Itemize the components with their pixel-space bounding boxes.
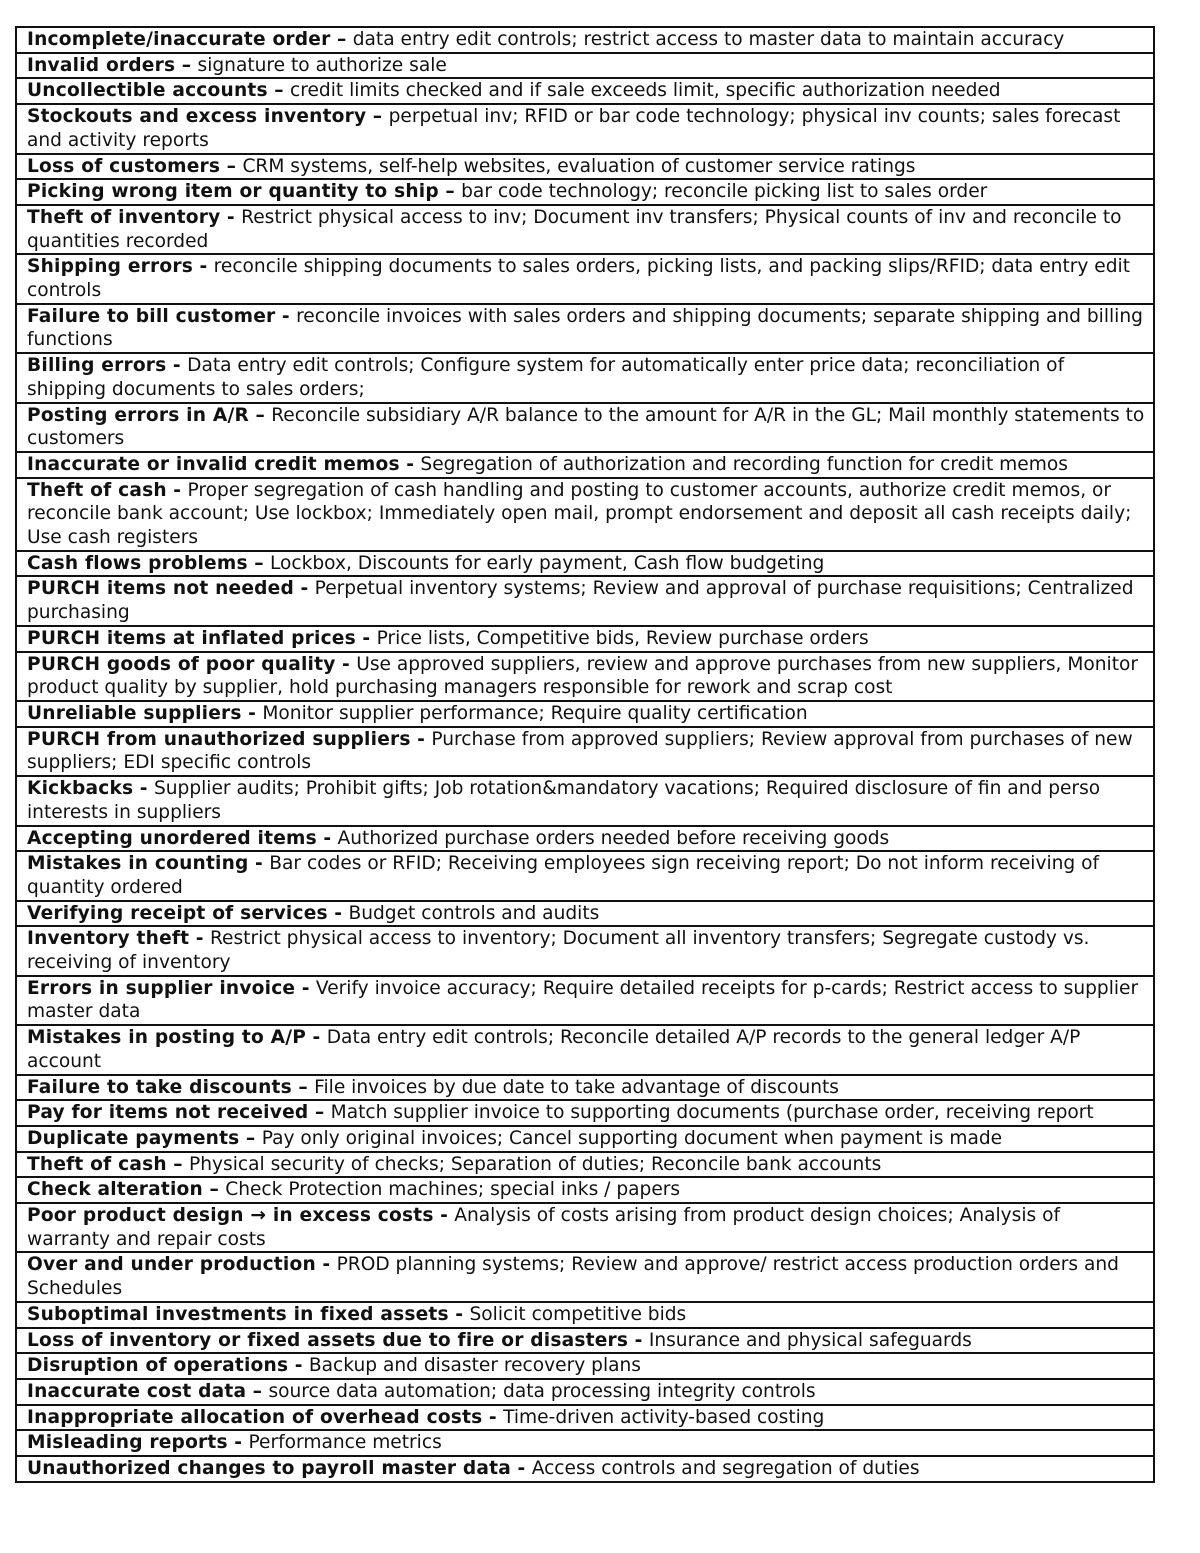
threat-term: PURCH items at inflated prices — [27, 627, 356, 649]
table-row — [17, 451, 1153, 477]
separator: - — [482, 1406, 504, 1428]
threat-term: Posting errors in A/R — [27, 404, 249, 426]
control-description: Purchase from approved suppliers; Review approval from purchases of new suppliers; EDI specific controls — [27, 728, 1133, 774]
threat-term: Failure to take discounts — [27, 1076, 292, 1098]
control-description: CRM systems, self-help websites, evaluation of customer service ratings — [242, 155, 916, 177]
control-description: Lockbox, Discounts for early payment, Cash flow budgeting — [269, 552, 825, 574]
threat-term: Unauthorized changes to payroll master data — [27, 1458, 512, 1480]
threat-term: Duplicate payments — [27, 1127, 240, 1149]
table-row — [17, 726, 1153, 775]
table-row — [17, 1024, 1153, 1073]
separator: - — [410, 728, 432, 750]
table-row — [17, 153, 1153, 179]
threat-term: Accepting unordered items — [27, 827, 317, 849]
table-row — [17, 1176, 1153, 1202]
threat-term: Suboptimal investments in fixed assets — [27, 1303, 449, 1325]
control-description: credit limits checked and if sale exceeds limit, specific authorization needed — [290, 80, 1001, 102]
threat-term: Stockouts and excess inventory — [27, 106, 367, 128]
separator: – — [247, 552, 270, 574]
table-row — [17, 204, 1153, 253]
threat-term: Inaccurate or invalid credit memos — [27, 453, 400, 475]
threat-term: Inappropriate allocation of overhead costs — [27, 1406, 483, 1428]
control-description: Proper segregation of cash handling and posting to customer accounts, authorize credit memos, or reconcile bank account; Use lockbox; Immediately open mail, prompt endorsement and deposit all cash receipts daily; Use cash registers — [27, 479, 1132, 549]
threat-term: Check alteration — [27, 1179, 203, 1201]
separator: - — [433, 1205, 455, 1227]
separator: - — [192, 256, 214, 278]
control-description: Analysis of costs arising from product design choices; Analysis of warranty and repair costs — [27, 1205, 1061, 1250]
control-description: Pay only original invoices; Cancel supporting document when payment is made — [261, 1127, 1003, 1149]
table-row — [17, 477, 1153, 550]
control-description: Solicit competitive bids — [469, 1303, 687, 1325]
separator: - — [306, 1027, 327, 1049]
threat-term: Errors in supplier invoice — [27, 977, 296, 999]
separator: - — [133, 778, 154, 800]
table-row — [17, 625, 1153, 651]
table-row — [17, 28, 1153, 52]
threat-term: Inaccurate cost data — [27, 1380, 247, 1402]
table-row — [17, 352, 1153, 401]
threat-term: Theft of cash — [27, 479, 167, 501]
separator: - — [315, 1254, 337, 1276]
threat-term: Mistakes in counting — [27, 853, 249, 875]
table-row — [17, 52, 1153, 78]
table-row — [17, 1352, 1153, 1378]
separator: – — [267, 80, 290, 102]
table-row — [17, 1378, 1153, 1404]
control-description: Bar codes or RFID; Receiving employees sign receiving report; Do not inform receiving of quantity ordered — [27, 853, 1100, 898]
control-description: Time-driven activity-based costing — [503, 1406, 825, 1428]
control-description: Price lists, Competitive bids, Review purchase orders — [376, 627, 869, 649]
separator: - — [316, 827, 338, 849]
table-row — [17, 700, 1153, 726]
separator: – — [438, 181, 462, 203]
table-row — [17, 178, 1153, 204]
separator: - — [327, 902, 349, 924]
separator: - — [275, 305, 297, 327]
separator: – — [366, 106, 389, 128]
control-description: Restrict physical access to inventory; Document all inventory transfers; Segregate custody vs. receiving of inventory — [27, 928, 1090, 974]
separator: – — [175, 54, 198, 76]
separator: - — [227, 1432, 249, 1454]
control-description: Budget controls and audits — [348, 902, 600, 924]
separator: - — [288, 1355, 309, 1377]
separator: - — [448, 1303, 470, 1325]
table-row — [17, 900, 1153, 926]
control-description: Restrict physical access to inv; Document inv transfers; Physical counts of inv and reconcile to quantities recorded — [27, 206, 1122, 252]
control-description: Performance metrics — [248, 1432, 442, 1454]
threat-term: Mistakes in posting to A/P — [27, 1027, 307, 1049]
separator: - — [189, 928, 210, 950]
control-description: Authorized purchase orders needed before receiving goods — [337, 827, 890, 849]
threat-term: PURCH from unauthorized suppliers — [27, 728, 411, 750]
threat-term: Kickbacks — [27, 778, 134, 800]
threat-term: Loss of customers — [27, 155, 221, 177]
table-row — [17, 1327, 1153, 1353]
table-row — [17, 775, 1153, 824]
control-description: reconcile shipping documents to sales orders, picking lists, and packing slips/RFID; data entry edit controls — [27, 256, 1130, 302]
threat-term: PURCH items not needed — [27, 578, 294, 600]
control-description: Verify invoice accuracy; Require detailed receipts for p-cards; Restrict access to supplier master data — [27, 977, 1139, 1023]
separator: - — [355, 627, 377, 649]
threat-term: Theft of inventory — [27, 206, 221, 228]
table-row — [17, 575, 1153, 624]
table-row — [17, 1151, 1153, 1177]
threat-term: Loss of inventory or fixed assets due to fire or disasters — [27, 1329, 629, 1351]
table-row — [17, 550, 1153, 576]
separator: - — [248, 853, 270, 875]
table-row — [17, 1074, 1153, 1100]
separator: – — [166, 1153, 190, 1175]
table-row — [17, 825, 1153, 851]
control-description: signature to authorize sale — [197, 54, 447, 76]
threat-term: Over and under production — [27, 1254, 316, 1276]
control-description: Segregation of authorization and recording function for credit memos — [420, 453, 1068, 475]
threat-term: Picking wrong item or quantity to ship — [27, 181, 439, 203]
table-row — [17, 303, 1153, 352]
separator: - — [166, 479, 188, 501]
separator: - — [335, 653, 357, 675]
table-row — [17, 925, 1153, 974]
control-description: File invoices by due date to take advantage of discounts — [314, 1076, 839, 1098]
control-description: bar code technology; reconcile picking list to sales order — [461, 181, 988, 203]
separator: – — [291, 1076, 315, 1098]
separator: – — [308, 1102, 331, 1124]
control-description: Perpetual inventory systems; Review and approval of purchase requisitions; Centralized purchasing — [27, 578, 1134, 624]
threat-term: Incomplete/inaccurate order — [27, 29, 331, 50]
separator: - — [295, 977, 316, 999]
table-row — [17, 1251, 1153, 1300]
table-row — [17, 1455, 1153, 1481]
table-row — [17, 850, 1153, 899]
table-row — [17, 402, 1153, 451]
threat-term: Theft of cash — [27, 1153, 167, 1175]
threat-term: Failure to bill customer — [27, 305, 276, 327]
table-row — [17, 103, 1153, 152]
controls-table — [15, 26, 1155, 1483]
separator: - — [220, 206, 242, 228]
separator: – — [239, 1127, 262, 1149]
separator: – — [330, 29, 353, 50]
threat-term: Invalid orders — [27, 54, 176, 76]
control-description: data entry edit controls; restrict access to master data to maintain accuracy — [352, 29, 1065, 50]
separator: – — [220, 155, 243, 177]
threat-term: Misleading reports — [27, 1432, 228, 1454]
control-description: Data entry edit controls; Configure system for automatically enter price data; reconciliation of shipping documents to sales orders; — [27, 355, 1065, 400]
threat-term: Cash flows problems — [27, 552, 248, 574]
separator: – — [246, 1380, 269, 1402]
control-description: Supplier audits; Prohibit gifts; Job rotation&mandatory vacations; Required disclosure of fin and perso interests in suppliers — [27, 778, 1101, 823]
threat-term: Verifying receipt of services — [27, 902, 328, 924]
control-description: Insurance and physical safeguards — [648, 1329, 972, 1351]
separator: - — [511, 1458, 532, 1480]
control-description: Physical security of checks; Separation of duties; Reconcile bank accounts — [189, 1153, 882, 1175]
threat-term: Unreliable suppliers — [27, 702, 242, 724]
control-description: PROD planning systems; Review and approve/ restrict access production orders and Schedules — [27, 1254, 1119, 1300]
threat-term: Inventory theft — [27, 928, 190, 950]
separator: – — [202, 1179, 226, 1201]
control-description: Backup and disaster recovery plans — [308, 1355, 641, 1377]
threat-term: Shipping errors — [27, 256, 193, 278]
threat-term: PURCH goods of poor quality — [27, 653, 336, 675]
separator: – — [248, 404, 272, 426]
separator: - — [399, 453, 421, 475]
table-row — [17, 1202, 1153, 1251]
control-description: Data entry edit controls; Reconcile detailed A/P records to the general ledger A/P account — [27, 1027, 1081, 1072]
table-row — [17, 77, 1153, 103]
control-description: Reconcile subsidiary A/R balance to the amount for A/R in the GL; Mail monthly statements to customers — [27, 404, 1145, 450]
threat-term: Billing errors — [27, 355, 167, 377]
threat-term: Pay for items not received — [27, 1102, 309, 1124]
table-row — [17, 1404, 1153, 1430]
control-description: Monitor supplier performance; Require quality certification — [262, 702, 808, 724]
control-description: reconcile invoices with sales orders and shipping documents; separate shipping and billing functions — [27, 305, 1143, 351]
table-row — [17, 975, 1153, 1024]
separator: - — [293, 578, 315, 600]
table-row — [17, 1099, 1153, 1125]
threat-term: Disruption of operations — [27, 1355, 289, 1377]
table-row — [17, 1301, 1153, 1327]
control-description: Use approved suppliers, review and approve purchases from new suppliers, Monitor product quality by supplier, hold purchasing managers responsible for rework and scrap cost — [27, 653, 1139, 699]
control-description: perpetual inv; RFID or bar code technology; physical inv counts; sales forecast and activity reports — [27, 106, 1121, 151]
separator: - — [628, 1329, 649, 1351]
control-description: Match supplier invoice to supporting documents (purchase order, receiving report — [330, 1102, 1094, 1124]
threat-term: Poor product design → in excess costs — [27, 1205, 434, 1227]
table-row — [17, 1429, 1153, 1455]
table-row — [17, 651, 1153, 700]
control-description: Check Protection machines; special inks / papers — [225, 1179, 681, 1201]
table-row — [17, 1125, 1153, 1151]
separator: - — [166, 355, 188, 377]
control-description: Access controls and segregation of duties — [531, 1458, 920, 1480]
threat-term: Uncollectible accounts — [27, 80, 268, 102]
table-row — [17, 253, 1153, 302]
separator: - — [241, 702, 263, 724]
control-description: source data automation; data processing integrity controls — [268, 1380, 816, 1402]
